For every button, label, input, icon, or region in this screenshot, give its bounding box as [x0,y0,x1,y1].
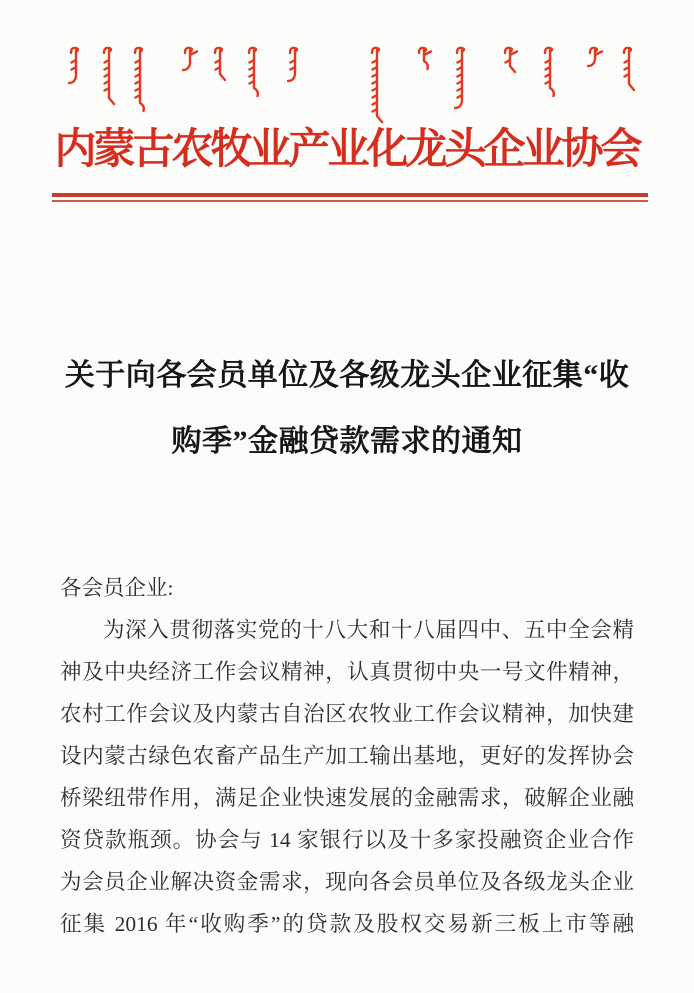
header-rule [52,193,648,202]
mongolian-word-icon [68,46,86,88]
mongolian-word-icon [621,46,639,96]
header-rule-thick [52,193,648,197]
mongolian-script-header [0,0,694,135]
mongolian-word-icon [454,46,472,113]
body-line: 神及中央经济工作会议精神，认真贯彻中央一号文件精神， [60,660,634,684]
notice-title-line2: 购季”金融贷款需求的通知 [171,425,523,458]
mongolian-word-icon [416,46,434,73]
salutation: 各会员企业: [60,576,174,600]
body-line: 为会员企业解决资金需求，现向各会员单位及各级龙头企业 [60,870,634,894]
body-line: 征集 2016 年“收购季”的贷款及股权交易新三板上市等融 [60,912,634,936]
mongolian-word-icon [132,46,150,115]
mongolian-word-icon [246,46,264,100]
body-line: 为深入贯彻落实党的十八大和十八届四中、五中全会精 [103,618,634,642]
body-paragraph [60,609,634,945]
notice-title [45,343,649,475]
mongolian-word-icon [287,46,305,86]
mongolian-word-icon [369,46,387,128]
body-line: 资贷款瓶颈。协会与 14 家银行以及十多家投融资企业合作 [60,828,634,852]
mongolian-word-icon [182,46,200,75]
mongolian-word-icon [502,46,520,78]
body-line: 设内蒙古绿色农畜产品生产加工输出基地，更好的发挥协会 [60,744,634,768]
header-rule-thin [52,200,648,202]
body-line: 农村工作会议及内蒙古自治区农牧业工作会议精神，加快建 [60,702,634,726]
notice-body [60,567,634,945]
notice-title-line1: 关于向各会员单位及各级龙头企业征集“收 [64,359,630,392]
body-line: 桥梁纽带作用，满足企业快速发展的金融需求，破解企业融 [60,786,634,810]
mongolian-word-icon [587,46,605,71]
mongolian-word-icon [542,46,560,100]
org-name-title: 内蒙古农牧业产业化龙头企业协会 [54,127,640,173]
mongolian-word-icon [212,46,230,86]
mongolian-word-icon [101,46,119,110]
